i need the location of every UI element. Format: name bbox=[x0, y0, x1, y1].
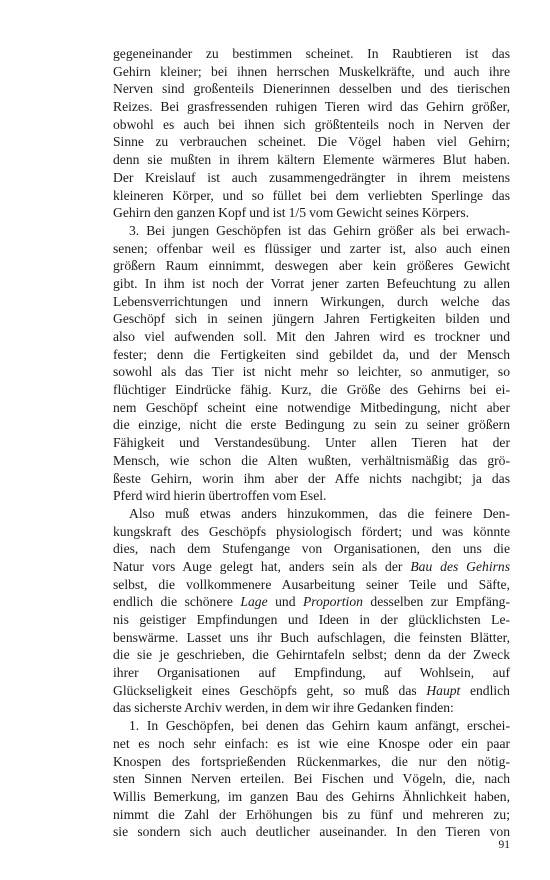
italic-phrase: Haupt bbox=[426, 682, 461, 698]
text-line: 3. Bei jungen Geschöpfen ist das Gehirn größer als bei erwach- bbox=[129, 222, 510, 238]
text-line: senen; offenbar weil es flüssiger und zarter ist, also auch einen bbox=[113, 240, 510, 256]
text-line: sten Sinnen Nerven erteilen. Bei Fischen und Vögeln, die, nach bbox=[113, 771, 510, 787]
page-number: 91 bbox=[498, 839, 510, 851]
text-line: Gehirn kleiner; bei ihnen herrschen Muskelkräfte, und auch ihre bbox=[113, 63, 510, 79]
italic-phrase: Lage bbox=[240, 594, 268, 610]
text-line bbox=[113, 682, 510, 700]
text-line: denn sie mußten in ihrem kältern Elemente wärmeres Blut haben. bbox=[113, 152, 510, 168]
text-line: ßeste Gehirn, worin ihm aber der Affe nichts nachgibt; ja das bbox=[113, 470, 510, 486]
text-line: Geschöpf sich in seinen jüngern Jahren Fertigkeiten bilden und bbox=[113, 311, 510, 327]
text-line: gibt. In ihm ist noch der Vorrat jener zarten Befeuchtung zu allen bbox=[113, 275, 510, 291]
text-line: Fähigkeit und Verstandesübung. Unter allen Tieren hat der bbox=[113, 435, 510, 451]
text-line: das sicherste Archiv werden, in dem wir ihre Gedanken finden: bbox=[113, 700, 454, 716]
text-line: Gehirn den ganzen Kopf und ist 1/5 vom Gewicht seines Körpers. bbox=[113, 205, 470, 221]
text-line: Nerven sind großenteils Dienerinnen desselben und des tierischen bbox=[113, 81, 510, 97]
text-line: flüchtiger Eindrücke fähig. Kurz, die Größe des Gehirns bei ei- bbox=[113, 382, 510, 398]
text-line: Sinne zu verbrauchen scheinet. Die Vögel haben viel Gehirn; bbox=[113, 134, 510, 150]
italic-phrase: Proportion bbox=[303, 594, 363, 610]
text-line: sowohl als das Tier ist nicht mehr so leichter, so anmutiger, so bbox=[113, 364, 510, 380]
text-line: sie sondern sich auch deutlicher auseinander. In den Tieren von bbox=[113, 824, 510, 840]
text-line: kleineren Körper, und so füllet bei dem verliebten Sperlinge das bbox=[113, 187, 510, 203]
text-line: Der Kreislauf ist auch zusammengedrängter in ihrem meistens bbox=[113, 169, 510, 185]
text-line: Willis Bemerkung, im ganzen Bau des Gehirns Ähnlichkeit haben, bbox=[113, 788, 510, 804]
text-line: Lebensverrichtungen und innern Wirkungen, durch welche das bbox=[113, 293, 510, 309]
text-line: dies, nach dem Stufengange von Organisationen, den uns die bbox=[113, 541, 510, 557]
text-line: Reizes. Bei grasfressenden ruhigen Tieren wird das Gehirn größer, bbox=[113, 99, 510, 115]
text-line: Also muß etwas anders hinzukommen, das die feinere Den- bbox=[129, 505, 510, 521]
text-line: gegeneinander zu bestimmen scheinet. In Raubtieren ist das bbox=[113, 46, 510, 61]
text-segment: und bbox=[275, 594, 296, 610]
text-line: nis geistiger Empfindungen und Ideen in der glücklichsten Le- bbox=[113, 612, 510, 627]
italic-phrase: Bau des Gehirns bbox=[410, 558, 510, 574]
text-segment: Natur vors Auge gelegt hat, anders sein als der bbox=[113, 558, 403, 574]
text-line: selbst, die vollkommenere Ausarbeitung seiner Teile und Säfte, bbox=[113, 576, 510, 592]
text-block bbox=[113, 45, 510, 841]
text-line: 1. In Geschöpfen, bei denen das Gehirn kaum anfängt, erschei- bbox=[129, 718, 510, 734]
text-line: obwohl es auch bei ihnen sich größtenteils noch in Nerven der bbox=[113, 116, 510, 132]
text-line: net es noch sehr einfach: es ist wie eine Knospe oder ein paar bbox=[113, 735, 510, 751]
text-line: größern Raum einnimmt, deswegen aber kein größeres Gewicht bbox=[113, 258, 510, 274]
text-line bbox=[113, 558, 510, 576]
text-line: die einzige, nicht die erste Bedingung zu sein zu seiner größern bbox=[113, 417, 510, 433]
text-segment: Glückseligkeit eines Geschöpfs geht, so muß das bbox=[113, 682, 417, 698]
text-line: Knospen des fortsprießenden Rückenmarkes, die nur den nötig- bbox=[113, 753, 510, 769]
text-line: kungskraft des Geschöpfs physiologisch fördert; und was könnte bbox=[113, 523, 510, 539]
text-line: die sie je geschrieben, die Gehirntafeln selbst; denn da der Zweck bbox=[113, 647, 510, 663]
text-line: Mensch, wie schon die Alten wußten, verhältnismäßig das grö- bbox=[113, 452, 510, 468]
text-line: ihrer Organisationen auf Empfindung, auf Wohlsein, auf bbox=[113, 665, 510, 681]
text-segment: desselben zur Empfäng- bbox=[370, 594, 510, 610]
text-line bbox=[113, 593, 510, 611]
text-line: nem Geschöpf scheint eine notwendige Mitbedingung, nicht aber bbox=[113, 399, 510, 415]
text-segment: endlich die schönere bbox=[113, 594, 233, 610]
text-line: Pferd wird hierin übertroffen vom Esel. bbox=[113, 488, 327, 504]
text-line: fester; denn die Fertigkeiten sind gebildet da, und der Mensch bbox=[113, 346, 510, 362]
text-segment: endlich bbox=[469, 682, 510, 698]
text-line: also viel aufwenden soll. Mit den Jahren wird es trockner und bbox=[113, 329, 510, 344]
text-line: nimmt die Zahl der Erhöhungen bis zu fünf und mehreren zu; bbox=[113, 806, 510, 822]
text-line: benswärme. Lasset uns ihr Buch aufschlagen, die feinsten Blätter, bbox=[113, 629, 510, 645]
